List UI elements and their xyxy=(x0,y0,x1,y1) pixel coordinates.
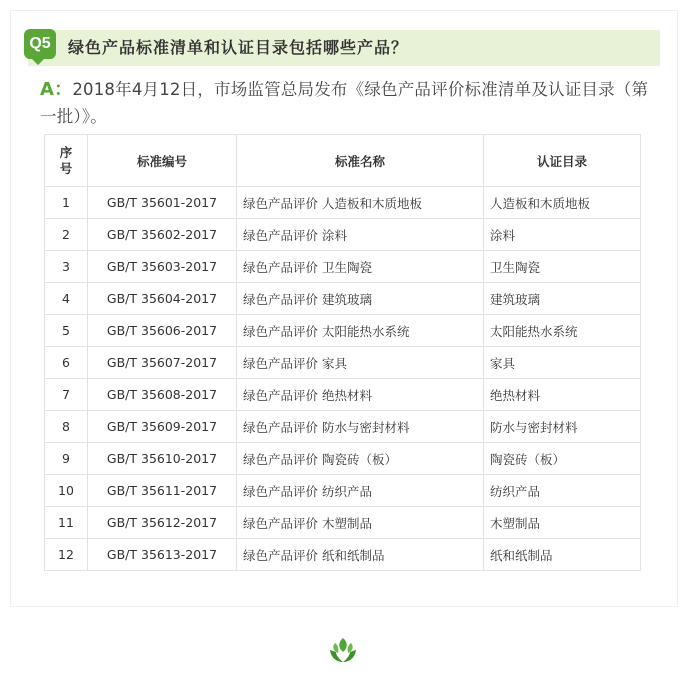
cell-cert-catalog: 木塑制品 xyxy=(484,507,641,539)
table-row xyxy=(45,315,641,347)
cell-standard-code: GB/T 35607-2017 xyxy=(88,347,237,379)
cell-standard-code: GB/T 35601-2017 xyxy=(88,187,237,219)
cell-standard-code: GB/T 35610-2017 xyxy=(88,443,237,475)
cell-standard-name: 绿色产品评价 陶瓷砖（板） xyxy=(237,443,484,475)
table-row xyxy=(45,411,641,443)
cell-seq: 10 xyxy=(45,475,88,507)
cell-cert-catalog: 卫生陶瓷 xyxy=(484,251,641,283)
cell-standard-code: GB/T 35608-2017 xyxy=(88,379,237,411)
cell-cert-catalog: 涂料 xyxy=(484,219,641,251)
cell-seq: 12 xyxy=(45,539,88,571)
table-row xyxy=(45,475,641,507)
table-row xyxy=(45,251,641,283)
cell-seq: 8 xyxy=(45,411,88,443)
cell-standard-code: GB/T 35602-2017 xyxy=(88,219,237,251)
cell-seq: 3 xyxy=(45,251,88,283)
cell-seq: 2 xyxy=(45,219,88,251)
answer-paragraph xyxy=(40,76,652,130)
header-standard-name: 标准名称 xyxy=(237,135,484,187)
cell-cert-catalog: 绝热材料 xyxy=(484,379,641,411)
cell-standard-name: 绿色产品评价 卫生陶瓷 xyxy=(237,251,484,283)
cell-seq: 11 xyxy=(45,507,88,539)
cell-standard-code: GB/T 35613-2017 xyxy=(88,539,237,571)
cell-standard-code: GB/T 35604-2017 xyxy=(88,283,237,315)
cell-cert-catalog: 建筑玻璃 xyxy=(484,283,641,315)
table-row xyxy=(45,187,641,219)
cell-standard-code: GB/T 35612-2017 xyxy=(88,507,237,539)
cell-seq: 5 xyxy=(45,315,88,347)
table-row xyxy=(45,219,641,251)
question-title: 绿色产品标准清单和认证目录包括哪些产品？ xyxy=(68,38,409,57)
header-standard-code: 标准编号 xyxy=(88,135,237,187)
table-row xyxy=(45,347,641,379)
cell-standard-name: 绿色产品评价 防水与密封材料 xyxy=(237,411,484,443)
cell-standard-name: 绿色产品评价 太阳能热水系统 xyxy=(237,315,484,347)
header-seq xyxy=(45,135,88,187)
cell-standard-name: 绿色产品评价 纸和纸制品 xyxy=(237,539,484,571)
cell-standard-name: 绿色产品评价 绝热材料 xyxy=(237,379,484,411)
question-badge: Q5 xyxy=(24,29,56,59)
table-row xyxy=(45,283,641,315)
cell-cert-catalog: 家具 xyxy=(484,347,641,379)
cell-cert-catalog: 纸和纸制品 xyxy=(484,539,641,571)
header-cert-catalog: 认证目录 xyxy=(484,135,641,187)
cell-standard-code: GB/T 35609-2017 xyxy=(88,411,237,443)
cell-standard-name: 绿色产品评价 木塑制品 xyxy=(237,507,484,539)
cell-standard-code: GB/T 35606-2017 xyxy=(88,315,237,347)
cell-cert-catalog: 陶瓷砖（板） xyxy=(484,443,641,475)
cell-cert-catalog: 防水与密封材料 xyxy=(484,411,641,443)
table-row xyxy=(45,507,641,539)
cell-seq: 7 xyxy=(45,379,88,411)
cell-standard-name: 绿色产品评价 纺织产品 xyxy=(237,475,484,507)
cell-standard-code: GB/T 35611-2017 xyxy=(88,475,237,507)
cell-cert-catalog: 太阳能热水系统 xyxy=(484,315,641,347)
standards-table xyxy=(44,134,641,571)
cell-seq: 4 xyxy=(45,283,88,315)
cell-seq: 9 xyxy=(45,443,88,475)
cell-standard-name: 绿色产品评价 涂料 xyxy=(237,219,484,251)
cell-seq: 6 xyxy=(45,347,88,379)
cell-standard-name: 绿色产品评价 家具 xyxy=(237,347,484,379)
table-row xyxy=(45,443,641,475)
answer-mark: A： xyxy=(40,79,73,100)
cell-standard-name: 绿色产品评价 建筑玻璃 xyxy=(237,283,484,315)
cell-seq: 1 xyxy=(45,187,88,219)
green-leaves-hands-icon xyxy=(327,634,359,666)
cell-standard-name: 绿色产品评价 人造板和木质地板 xyxy=(237,187,484,219)
table-row xyxy=(45,539,641,571)
cell-cert-catalog: 人造板和木质地板 xyxy=(484,187,641,219)
question-header xyxy=(28,30,660,66)
cell-standard-code: GB/T 35603-2017 xyxy=(88,251,237,283)
table-row xyxy=(45,379,641,411)
answer-text: 2018年4月12日，市场监管总局发布《绿色产品评价标准清单及认证目录（第一批）》。 xyxy=(40,80,649,126)
cell-cert-catalog: 纺织产品 xyxy=(484,475,641,507)
table-header-row xyxy=(45,135,641,187)
header-seq-text: 序号 xyxy=(59,144,73,176)
